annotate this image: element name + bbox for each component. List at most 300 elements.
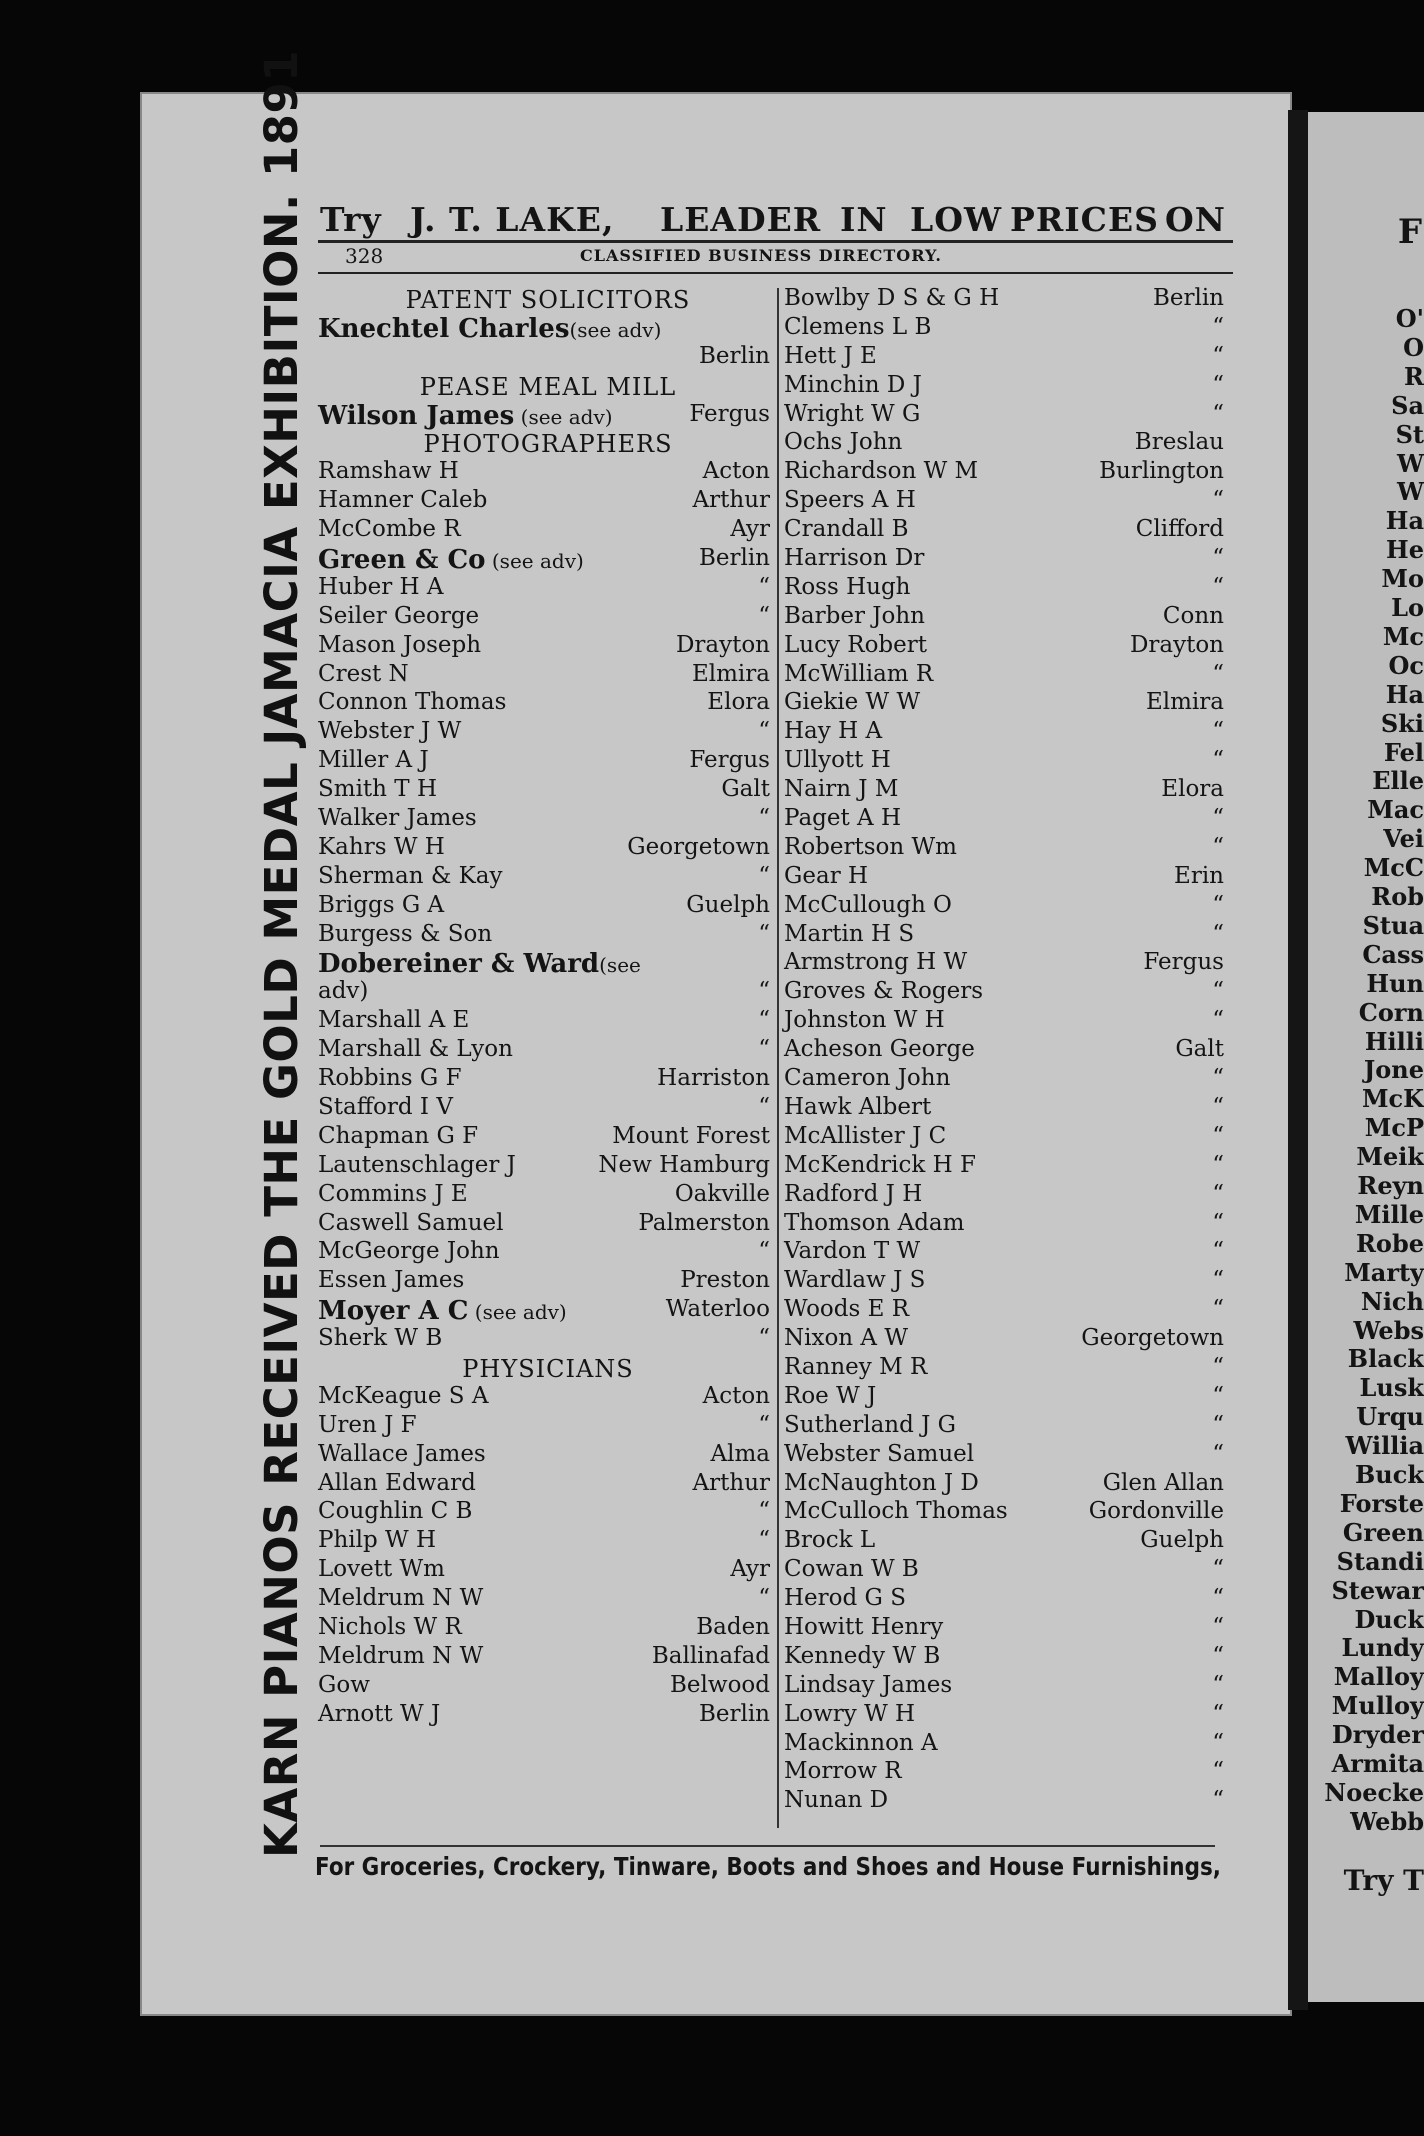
directory-entry: [318, 1555, 778, 1584]
entry-name: [318, 1007, 469, 1033]
entry-town: “: [1212, 1007, 1224, 1034]
entry-town: “: [1212, 1238, 1224, 1265]
entry-town: Elora: [707, 689, 770, 716]
directory-entry: [784, 1642, 1232, 1671]
section-heading: [318, 1353, 778, 1382]
entry-name-text: Stafford I V: [318, 1093, 453, 1120]
entry-name-text: Marshall & Lyon: [318, 1036, 513, 1063]
header-rule: [318, 240, 1233, 243]
entry-name-text: Dobereiner & Ward: [318, 949, 600, 980]
entry-name: [318, 689, 506, 715]
entry-town: “: [758, 573, 770, 600]
directory-entry: [318, 891, 778, 920]
directory-entry: [784, 428, 1232, 457]
facing-page-fragment: Black: [1347, 1344, 1424, 1374]
entry-name: Sutherland J G: [784, 1411, 957, 1438]
entry-name: Brock L: [784, 1527, 876, 1554]
directory-entry: [318, 602, 778, 631]
facing-page-fragment: Corn: [1358, 997, 1424, 1027]
entry-name: Richardson W M: [784, 458, 979, 485]
entry-town: Glen Allan: [1102, 1469, 1224, 1496]
directory-entry: [784, 1122, 1232, 1151]
directory-entry: [784, 544, 1232, 573]
entry-town: “: [758, 1093, 770, 1120]
entry-town: Breslau: [1134, 429, 1224, 456]
directory-entry: [784, 284, 1232, 313]
directory-entry: [784, 920, 1232, 949]
section-heading-text: PHYSICIANS: [462, 1354, 634, 1383]
entry-name: Lowry W H: [784, 1700, 916, 1727]
entry-name-text: Chapman G F: [318, 1122, 479, 1149]
entry-town: “: [1212, 1065, 1224, 1092]
entry-name: [318, 1036, 513, 1062]
entry-name-text: Webster J W: [318, 718, 462, 745]
entry-town: Berlin: [1152, 285, 1224, 311]
entry-town: Guelph: [686, 891, 770, 918]
entry-name-text: Moyer A C: [318, 1296, 469, 1327]
entry-name: Groves & Rogers: [784, 978, 984, 1005]
entry-name: [318, 1152, 516, 1178]
facing-page-fragment: Dryder: [1331, 1720, 1424, 1750]
entry-name: Minchin D J: [784, 371, 922, 398]
entry-town: “: [1212, 747, 1224, 774]
facing-page-fragment: Standi: [1336, 1546, 1424, 1576]
entry-note: (see adv): [485, 549, 584, 574]
facing-page-fragment: Duck: [1354, 1604, 1424, 1634]
entry-name: [318, 1441, 486, 1467]
directory-entry: [784, 342, 1232, 371]
entry-name: [318, 1701, 440, 1727]
entry-town: “: [1212, 1613, 1224, 1640]
directory-entry: [784, 1411, 1232, 1440]
entry-name: Clemens L B: [784, 313, 932, 340]
directory-entry: [784, 1035, 1232, 1064]
facing-page-fragment: Armita: [1331, 1749, 1424, 1778]
entry-name: [318, 1672, 370, 1698]
directory-entry: [784, 457, 1232, 486]
entry-name: [318, 314, 661, 344]
facing-page-fragment: He: [1386, 535, 1424, 565]
entry-town: Galt: [1175, 1036, 1224, 1063]
entry-name: Wright W G: [784, 400, 921, 427]
facing-page-fragment: W: [1397, 477, 1424, 507]
entry-town: Mount Forest: [612, 1122, 770, 1149]
entry-town: Waterloo: [665, 1296, 770, 1323]
entry-name: [318, 1181, 468, 1207]
directory-entry: [784, 400, 1232, 429]
directory-entry: [318, 1700, 778, 1729]
entry-name: Mackinnon A: [784, 1729, 938, 1756]
entry-name: Giekie W W: [784, 689, 921, 716]
entry-name: Speers A H: [784, 487, 916, 514]
footer-rule: [320, 1845, 1215, 1847]
entry-name: Webster Samuel: [784, 1440, 975, 1467]
directory-entry: [784, 804, 1232, 833]
directory-entry: [318, 1584, 778, 1613]
entry-name: [318, 921, 492, 947]
entry-town: “: [1212, 1642, 1224, 1669]
entry-town: “: [758, 1325, 770, 1352]
entry-town: Fergus: [689, 400, 770, 427]
directory-entry: [784, 948, 1232, 977]
entry-name: [318, 776, 437, 802]
directory-entry: [318, 1642, 778, 1671]
entry-town: “: [758, 1007, 770, 1034]
directory-entry: [784, 1209, 1232, 1238]
directory-entry: [784, 891, 1232, 920]
entry-name: [318, 1094, 453, 1120]
entry-name: Hay H A: [784, 718, 883, 745]
directory-entry: [784, 1555, 1232, 1584]
entry-name: Gear H: [784, 862, 869, 889]
entry-name: Lindsay James: [784, 1671, 953, 1698]
entry-name-text: Gow: [318, 1671, 370, 1698]
facing-page-fragment: Webs: [1353, 1315, 1424, 1345]
banner-word: IN: [840, 200, 888, 239]
entry-town: “: [1212, 342, 1224, 369]
directory-entry: [318, 1440, 778, 1469]
entry-town: Guelph: [1140, 1527, 1224, 1554]
entry-name: [318, 863, 503, 889]
entry-town: Elora: [1161, 776, 1224, 803]
directory-entry: [784, 1729, 1232, 1758]
entry-town: “: [1212, 978, 1224, 1005]
directory-entry: [784, 1584, 1232, 1613]
directory-entry: [318, 631, 778, 660]
directory-entry: [318, 1497, 778, 1526]
directory-entry: [784, 573, 1232, 602]
entry-name: Bowlby D S & G H: [784, 285, 1000, 311]
directory-entry: [318, 862, 778, 891]
entry-name: [318, 834, 445, 860]
entry-name: Crandall B: [784, 516, 909, 543]
entry-town: Galt: [721, 776, 770, 803]
directory-entry: [784, 1786, 1232, 1815]
directory-entry: [784, 1295, 1232, 1324]
entry-name-text: Kahrs W H: [318, 833, 445, 860]
entry-name: Howitt Henry: [784, 1613, 944, 1640]
directory-entry: [318, 1151, 778, 1180]
page-gutter: [1288, 110, 1308, 2010]
facing-page-fragment: Nich: [1360, 1286, 1424, 1316]
entry-town: “: [758, 1527, 770, 1554]
entry-town: “: [758, 1238, 770, 1265]
entry-town: “: [1212, 1411, 1224, 1438]
directory-entry: [784, 1757, 1232, 1786]
facing-page-fragment: Meik: [1356, 1142, 1424, 1172]
directory-entry: [784, 717, 1232, 746]
entry-town: “: [1212, 1382, 1224, 1409]
facing-page-fragment: St: [1395, 419, 1424, 449]
directory-entry: [318, 775, 778, 804]
directory-entry: [784, 1497, 1232, 1526]
directory-entry: [784, 1324, 1232, 1353]
entry-town: “: [1212, 1151, 1224, 1178]
facing-page-fragment: Webb: [1350, 1806, 1424, 1836]
entry-town: Preston: [680, 1267, 770, 1294]
section-heading: [318, 371, 778, 400]
entry-town: Oakville: [674, 1180, 770, 1207]
facing-page-fragment: Reyn: [1357, 1171, 1424, 1200]
entry-town: Arthur: [692, 1469, 770, 1496]
entry-name-text: McGeorge John: [318, 1238, 500, 1265]
facing-page: [1308, 112, 1424, 2002]
entry-name: Barber John: [784, 602, 925, 629]
entry-town: “: [1212, 313, 1224, 340]
directory-entry: [318, 1266, 778, 1295]
directory-entry: [318, 688, 778, 717]
facing-page-fragment: McP: [1364, 1113, 1424, 1143]
entry-town: “: [1212, 1093, 1224, 1120]
entry-name: [318, 1267, 464, 1293]
facing-page-fragment: Lundy: [1341, 1633, 1424, 1663]
directory-entry: [318, 1671, 778, 1700]
banner-word: LOW: [910, 200, 1003, 239]
banner-word: PRICES: [1010, 200, 1159, 239]
entry-name: Ochs John: [784, 429, 903, 456]
entry-name-text: adv): [318, 978, 369, 1005]
entry-town: “: [758, 718, 770, 745]
entry-name: [318, 805, 477, 831]
facing-page-fragment: W: [1397, 448, 1424, 478]
entry-town: “: [1212, 400, 1224, 427]
entry-name: Kennedy W B: [784, 1642, 941, 1669]
entry-name: [318, 1556, 445, 1582]
footer-advertisement: For Groceries, Crockery, Tinware, Boots and Shoes and House Furnishings,: [315, 1852, 1221, 1881]
facing-page-header-letter: F: [1397, 212, 1422, 252]
facing-page-footer-fragment: Try T: [1343, 1864, 1424, 1897]
entry-name: [318, 1643, 483, 1669]
banner-word: ON: [1165, 200, 1226, 239]
entry-town: Acton: [702, 458, 770, 485]
entry-name: [318, 401, 613, 431]
entry-name: [318, 892, 444, 918]
directory-entry: [784, 602, 1232, 631]
entry-name: Cowan W B: [784, 1556, 919, 1583]
column-separator: [777, 288, 779, 1828]
right-column: [784, 284, 1232, 1815]
directory-entry: [784, 1237, 1232, 1266]
entry-town: Gordonville: [1088, 1498, 1224, 1525]
entry-town: Burlington: [1099, 458, 1224, 485]
entry-town: “: [1212, 1296, 1224, 1323]
facing-page-fragment: Stewar: [1331, 1575, 1424, 1605]
entry-name: McKendrick H F: [784, 1151, 976, 1178]
directory-entry: [784, 1266, 1232, 1295]
entry-name: Radford J H: [784, 1180, 923, 1207]
entry-name: [318, 978, 368, 1004]
entry-name-text: Arnott W J: [318, 1700, 441, 1727]
entry-name-text: Smith T H: [318, 776, 437, 803]
side-advertisement: KARN PIANOS RECEIVED THE GOLD MEDAL JAMACIA EXHIBITION. 1891: [255, 49, 308, 1858]
entry-name-text: Nichols W R: [318, 1613, 462, 1640]
entry-name: McNaughton J D: [784, 1469, 979, 1496]
entry-name: [318, 1527, 436, 1553]
directory-entry: [318, 1469, 778, 1498]
directory-entry: [784, 1613, 1232, 1642]
entry-name: [318, 1470, 476, 1496]
directory-entry: [318, 746, 778, 775]
entry-name: [318, 747, 429, 773]
facing-page-fragment: Lo: [1391, 593, 1424, 622]
directory-entry: [318, 1237, 778, 1266]
entry-town: “: [1212, 1585, 1224, 1612]
entry-name-text: Philp W H: [318, 1527, 437, 1554]
entry-town: Fergus: [689, 747, 770, 774]
facing-page-fragment: O: [1403, 332, 1424, 362]
facing-page-fragment: Hilli: [1364, 1026, 1424, 1056]
entry-town: Harriston: [657, 1065, 770, 1092]
facing-page-fragment: Ha: [1385, 506, 1424, 536]
entry-name: [318, 1065, 462, 1091]
entry-name: Thomson Adam: [784, 1209, 965, 1236]
directory-entry: [784, 1382, 1232, 1411]
entry-note: (see adv): [514, 404, 613, 429]
entry-town: “: [758, 920, 770, 947]
entry-town: “: [1212, 718, 1224, 745]
directory-entry: [784, 862, 1232, 891]
directory-entry: [318, 1093, 778, 1122]
header-rule-lower: [318, 272, 1233, 274]
entry-town: Ballinafad: [651, 1642, 770, 1669]
facing-page-fragment: O': [1395, 304, 1424, 333]
section-heading-text: PHOTOGRAPHERS: [423, 430, 673, 459]
directory-entry: [318, 486, 778, 515]
advertising-banner: [320, 200, 1225, 240]
entry-name: Vardon T W: [784, 1238, 921, 1265]
facing-page-fragment: McK: [1361, 1084, 1424, 1114]
entry-name-text: Allan Edward: [318, 1469, 476, 1496]
entry-name-text: Miller A J: [318, 747, 429, 774]
directory-entry: [318, 1006, 778, 1035]
facing-page-fragment: Jone: [1363, 1055, 1424, 1085]
entry-town: “: [758, 978, 770, 1005]
facing-page-fragment: Mc: [1382, 621, 1424, 651]
directory-entry: [318, 1411, 778, 1440]
entry-town: “: [758, 602, 770, 629]
directory-entry: [784, 977, 1232, 1006]
entry-town: Ayr: [730, 1556, 770, 1583]
entry-name: [318, 487, 487, 513]
directory-entry: [318, 1382, 778, 1411]
entry-name-text: McKeague S A: [318, 1382, 489, 1409]
entry-note: (see: [599, 953, 641, 978]
directory-entry: [318, 1526, 778, 1555]
banner-word: J. T. LAKE,: [410, 200, 615, 239]
entry-name: [318, 516, 461, 542]
entry-town: “: [758, 1498, 770, 1525]
directory-entry: [318, 948, 778, 980]
facing-page-fragment: McC: [1363, 853, 1424, 883]
directory-entry: [318, 660, 778, 689]
facing-page-fragment: Urqu: [1356, 1402, 1424, 1432]
directory-entry: [784, 1469, 1232, 1498]
entry-name: Ross Hugh: [784, 573, 911, 600]
entry-name: Harrison Dr: [784, 545, 925, 572]
directory-entry: [784, 660, 1232, 689]
entry-name-text: Wilson James: [318, 400, 515, 431]
facing-page-fragment: Marty: [1344, 1257, 1424, 1287]
entry-town: “: [758, 1036, 770, 1063]
entry-name: [318, 1614, 462, 1640]
section-heading: [318, 428, 778, 457]
entry-name-text: Lovett Wm: [318, 1556, 445, 1583]
entry-name: Paget A H: [784, 805, 902, 832]
directory-entry: [318, 1209, 778, 1238]
entry-name: McWilliam R: [784, 660, 934, 687]
entry-town: “: [1212, 371, 1224, 398]
directory-entry: [784, 746, 1232, 775]
entry-town: “: [1212, 1787, 1224, 1814]
directory-entry: [318, 920, 778, 949]
directory-entry: [784, 1151, 1232, 1180]
entry-town: “: [758, 862, 770, 889]
directory-entry: [318, 1324, 778, 1353]
directory-entry: [784, 1671, 1232, 1700]
entry-name: [318, 1238, 500, 1264]
directory-entry: [318, 804, 778, 833]
directory-entry: [318, 717, 778, 746]
directory-entry: [318, 573, 778, 602]
directory-entry: [784, 1353, 1232, 1382]
entry-name-text: Uren J F: [318, 1411, 417, 1438]
entry-name: Roe W J: [784, 1382, 877, 1409]
entry-name: Johnston W H: [784, 1007, 945, 1034]
facing-page-fragment: Lusk: [1359, 1373, 1424, 1403]
entry-town: Arthur: [692, 487, 770, 514]
entry-town: “: [1212, 833, 1224, 860]
facing-page-fragment: Sa: [1391, 390, 1424, 420]
left-column: [318, 284, 778, 1729]
directory-entry: [318, 1180, 778, 1209]
directory-entry: [784, 1526, 1232, 1555]
entry-town: Fergus: [1143, 949, 1224, 976]
entry-name-text: Wallace James: [318, 1440, 486, 1467]
entry-name: Lucy Robert: [784, 631, 928, 658]
entry-town: “: [1212, 1122, 1224, 1149]
directory-entry: [318, 1295, 778, 1327]
entry-town: “: [1212, 487, 1224, 514]
entry-name: [318, 1383, 488, 1409]
entry-town: New Hamburg: [598, 1151, 770, 1178]
section-heading: [318, 284, 778, 313]
entry-name-text: Robbins G F: [318, 1065, 462, 1092]
entry-name-text: Green & Co: [318, 545, 486, 576]
entry-note: (see adv): [569, 317, 662, 342]
facing-page-fragment: Fel: [1383, 737, 1424, 767]
facing-page-fragment: Mille: [1354, 1199, 1424, 1229]
directory-entry: [784, 371, 1232, 400]
entry-name-text: Burgess & Son: [318, 920, 493, 947]
directory-entry: [318, 1122, 778, 1151]
entry-town: Berlin: [698, 545, 770, 572]
entry-name-text: Essen James: [318, 1267, 465, 1294]
entry-name: Armstrong H W: [784, 949, 968, 976]
facing-page-fragment: Elle: [1372, 766, 1424, 796]
directory-entry: [784, 688, 1232, 717]
facing-page-fragment: Willia: [1345, 1431, 1424, 1461]
entry-town: Georgetown: [1081, 1325, 1224, 1352]
section-heading-text: PATENT SOLICITORS: [405, 286, 691, 314]
facing-page-fragment: Forste: [1339, 1488, 1424, 1518]
entry-name: McAllister J C: [784, 1122, 947, 1149]
entry-name-text: Knechtel Charles: [318, 313, 570, 344]
entry-town: “: [1212, 920, 1224, 947]
entry-town: “: [1212, 1353, 1224, 1380]
entry-town: Erin: [1174, 862, 1224, 889]
entry-town: Conn: [1162, 602, 1224, 629]
facing-page-fragment: Mac: [1367, 795, 1424, 825]
